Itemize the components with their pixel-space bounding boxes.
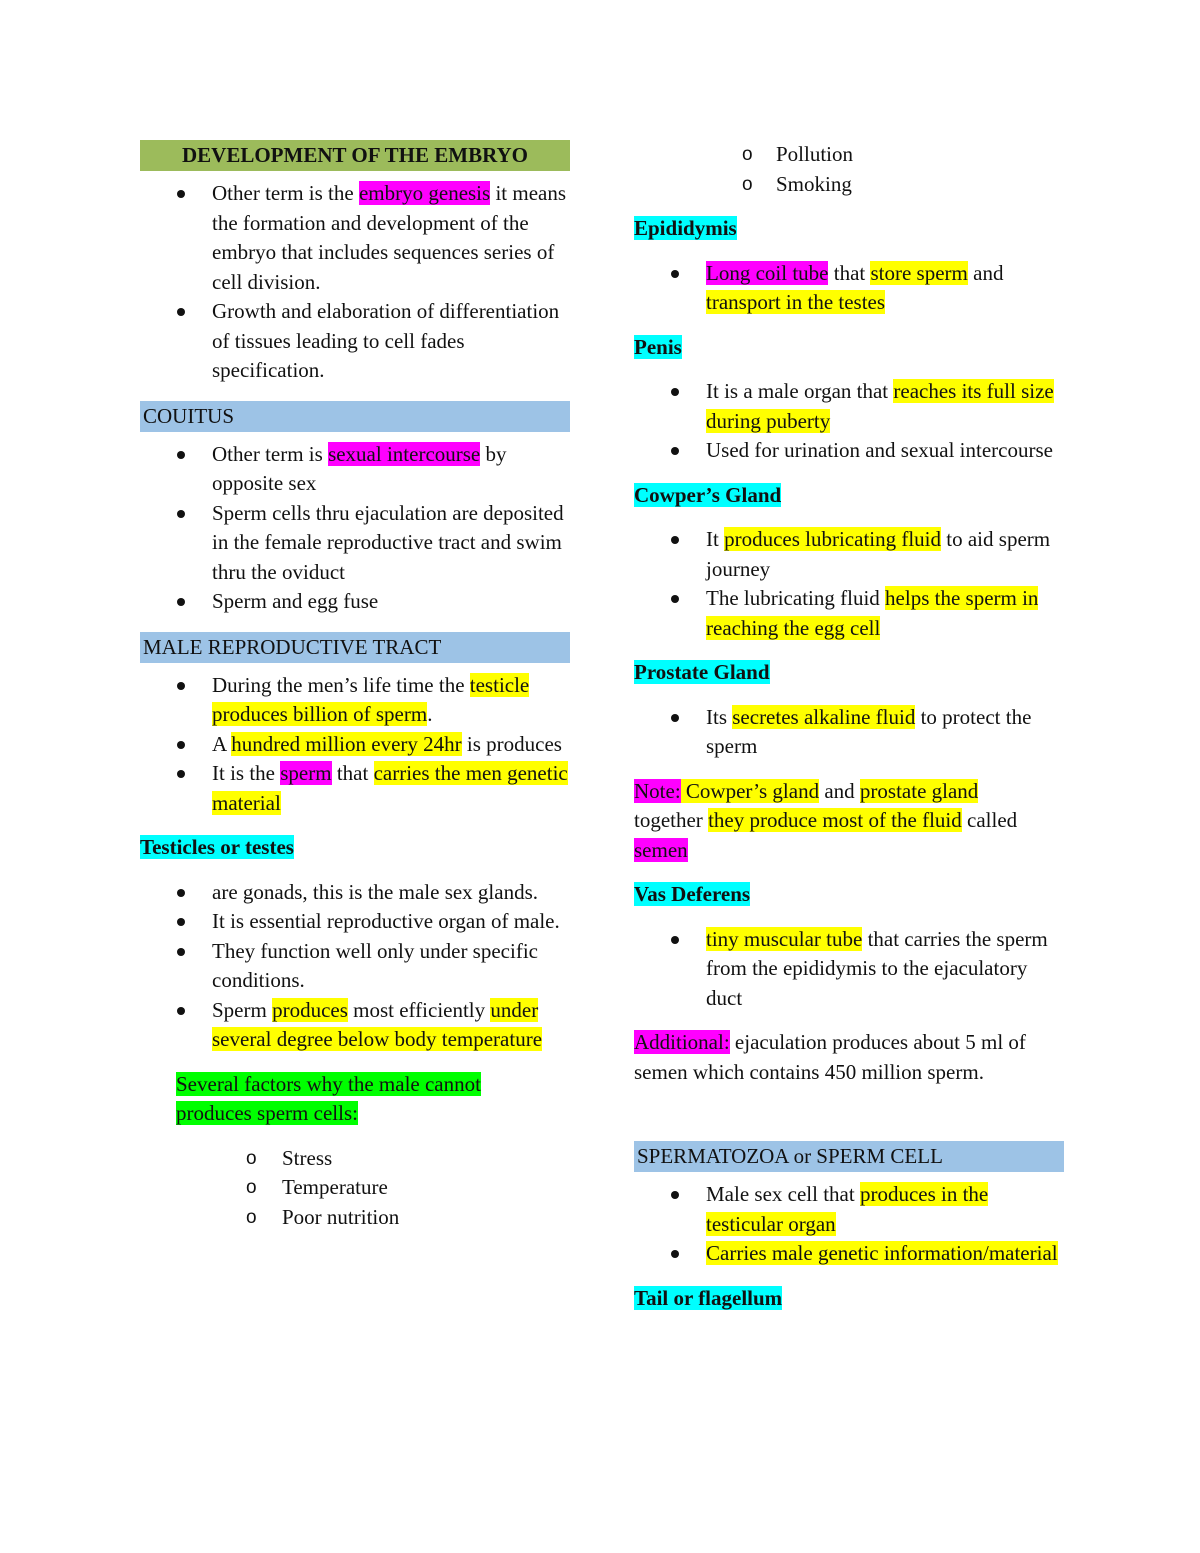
note-paragraph: Note: Cowper’s gland and prostate gland together they produce most of the fluid called semen [634,778,1018,862]
penis-list [634,377,1064,466]
factors-list-continued [634,140,1064,199]
coitus-list [140,440,570,617]
heading-spermatozoa: SPERMATOZOA or SPERM CELL [634,1141,1064,1172]
spermatozoa-list [634,1180,1064,1269]
list-item: tiny muscular tube that carries the sperm from the epididymis to the ejaculatory duct [634,925,1064,1014]
heading-cowpers-gland: Cowper’s Gland [634,482,782,507]
additional-paragraph: Additional: ejaculation produces about 5 ml of semen which contains 450 million sperm. [634,1030,1026,1084]
factors-list [140,1144,570,1233]
list-item: Male sex cell that produces in the testicular organ [634,1180,1064,1239]
list-item: It is a male organ that reaches its full size during puberty [634,377,1064,436]
list-item: A hundred million every 24hr is produces [140,730,570,760]
epididymis-list [634,259,1064,318]
list-item: It is essential reproductive organ of male. [140,907,570,937]
list-item: Carries male genetic information/material [634,1239,1064,1269]
right-column [634,140,1064,1313]
vas-list [634,925,1064,1014]
list-item: Used for urination and sexual intercourse [634,436,1064,466]
prostate-list [634,703,1064,762]
heading-penis: Penis [634,334,682,359]
list-item: Its secretes alkaline fluid to protect the sperm [634,703,1064,762]
list-item: Sperm cells thru ejaculation are deposited in the female reproductive tract and swim thru the oviduct [140,499,570,588]
list-item: Sperm produces most efficiently under several degree below body temperature [140,996,570,1055]
heading-epididymis: Epididymis [634,216,737,240]
heading-male-reproductive-tract: MALE REPRODUCTIVE TRACT [140,632,570,663]
factors-heading: Several factors why the male cannot produces sperm cells: [176,1071,481,1125]
list-item: They function well only under specific conditions. [140,937,570,996]
list-item: o Temperature [140,1173,570,1203]
list-item: o Smoking [634,170,1064,200]
heading-development-of-embryo: DEVELOPMENT OF THE EMBRYO [140,140,570,171]
embryo-list [140,179,570,386]
list-item: Other term is the embryo genesis it means the formation and development of the embryo that includes sequences series of cell division. [140,179,570,297]
list-item: o Pollution [634,140,1064,170]
list-item: o Stress [140,1144,570,1174]
heading-tail-or-flagellum: Tail or flagellum [634,1285,783,1310]
male-tract-list [140,671,570,819]
list-item: Sperm and egg fuse [140,587,570,617]
list-item: It produces lubricating fluid to aid sperm journey [634,525,1064,584]
heading-testicles: Testicles or testes [140,835,294,859]
list-item: The lubricating fluid helps the sperm in reaching the egg cell [634,584,1064,643]
list-item: Long coil tube that store sperm and transport in the testes [634,259,1064,318]
heading-prostate-gland: Prostate Gland [634,660,770,684]
heading-vas-deferens: Vas Deferens [634,882,751,906]
list-item: Growth and elaboration of differentiation of tissues leading to cell fades specification. [140,297,570,386]
list-item: Other term is sexual intercourse by opposite sex [140,440,570,499]
testicles-list [140,878,570,1055]
list-item: o Poor nutrition [140,1203,570,1233]
list-item: During the men’s life time the testicle produces billion of sperm. [140,671,570,730]
left-column [140,140,570,1232]
list-item: It is the sperm that carries the men genetic material [140,759,570,818]
cowper-list [634,525,1064,643]
list-item: are gonads, this is the male sex glands. [140,878,570,908]
heading-coitus: COUITUS [140,401,570,432]
